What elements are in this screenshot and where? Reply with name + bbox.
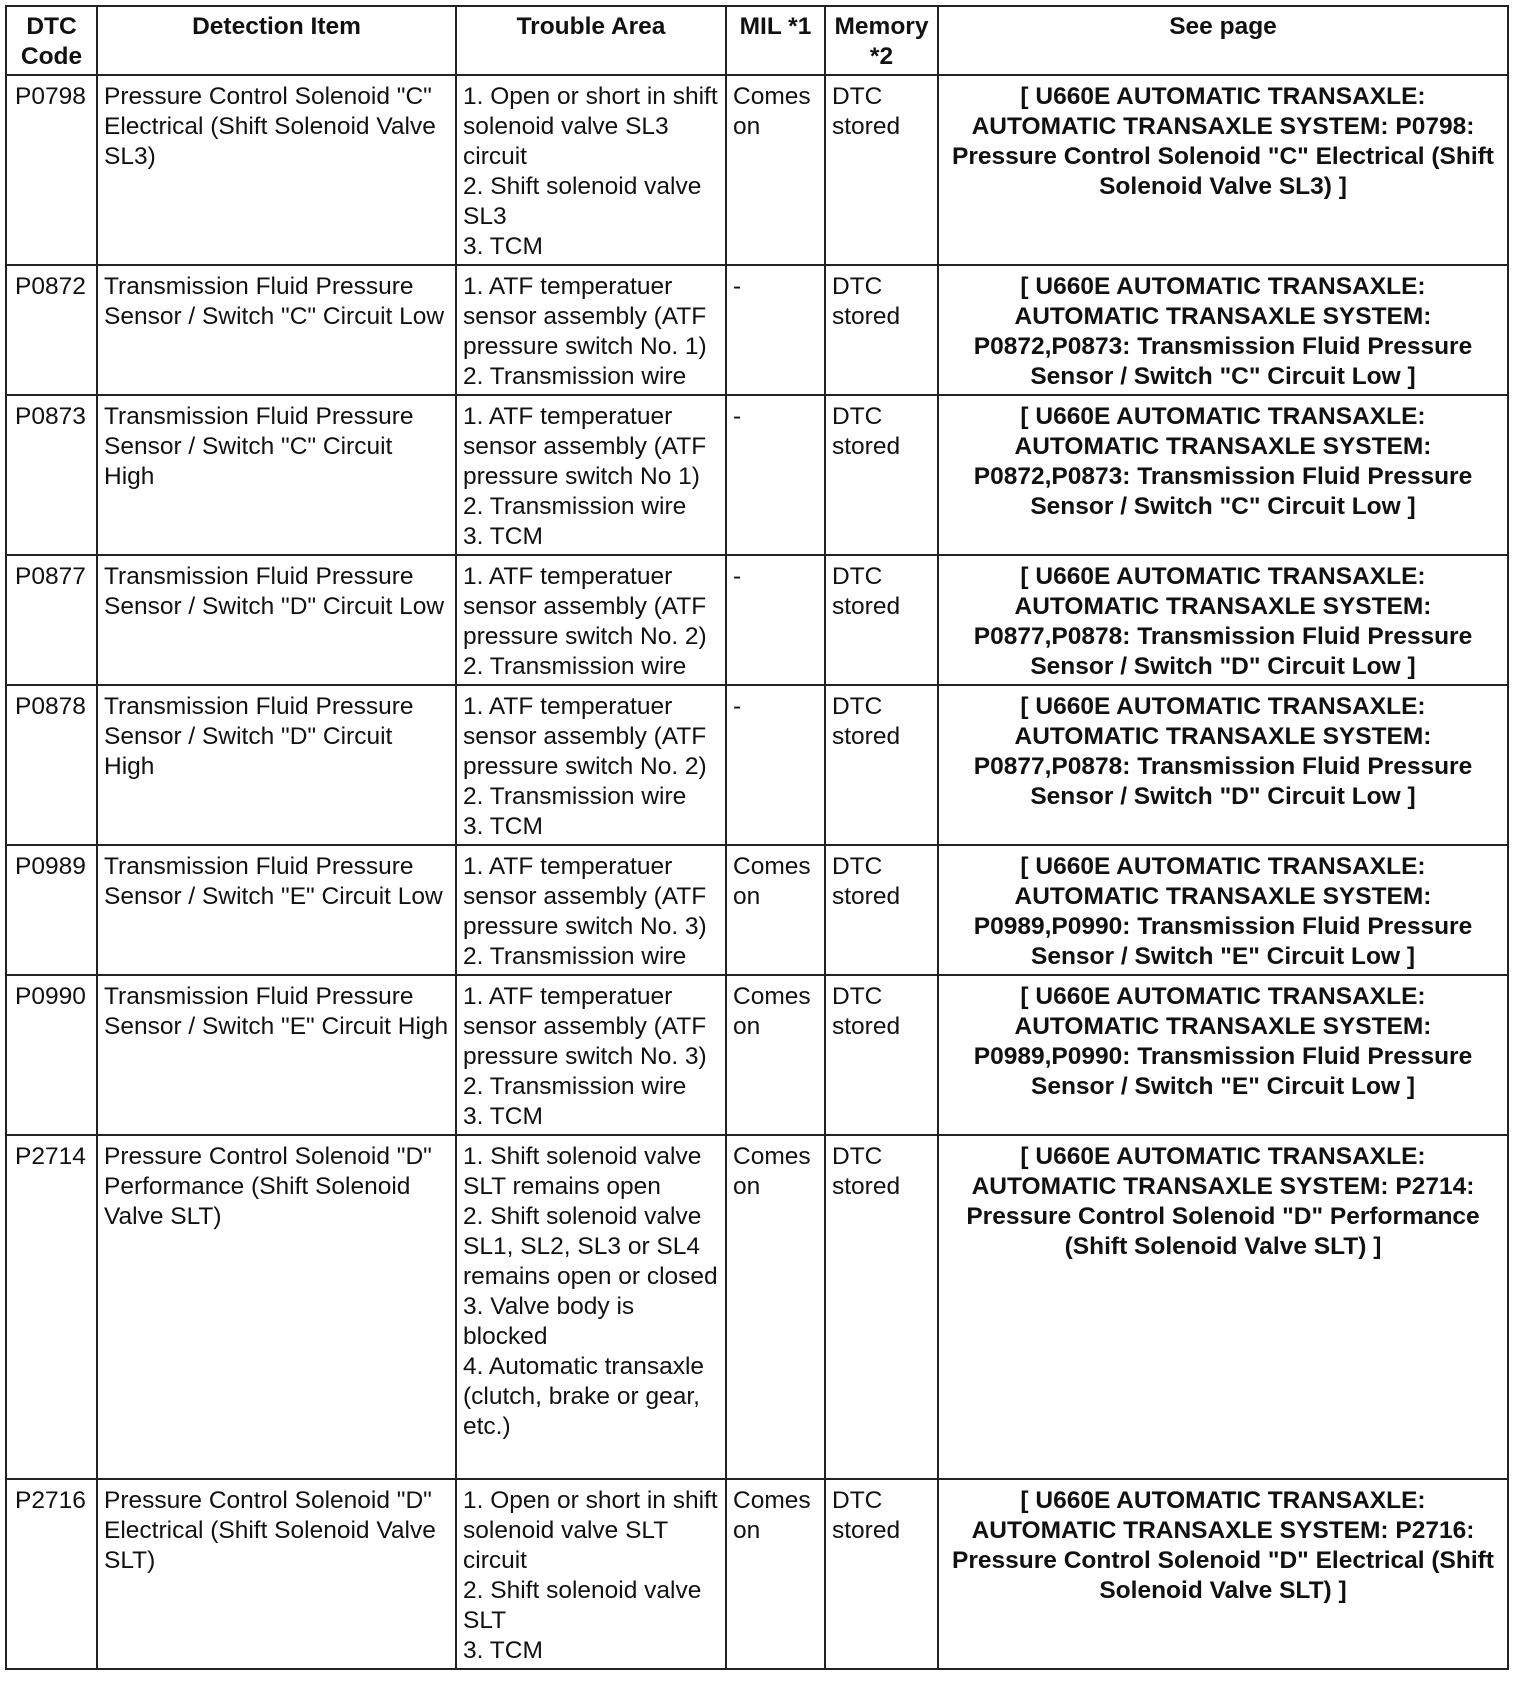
detection-item-cell: Pressure Control Solenoid "D" Electrical (Shift Solenoid Valve SLT) <box>97 1479 456 1669</box>
dtc-code-cell: P0873 <box>6 395 97 555</box>
dtc-code-cell: P2714 <box>6 1135 97 1479</box>
header-trouble-area: Trouble Area <box>456 6 726 75</box>
memory-cell: DTC stored <box>825 685 938 845</box>
table-row <box>6 1135 1508 1479</box>
table-row <box>6 395 1508 555</box>
trouble-area-cell: 1. Shift solenoid valve SLT remains open 2. Shift solenoid valve SL1, SL2, SL3 or SL4 remains open or closed 3. Valve body is blocked 4. Automatic transaxle (clutch, brake or gear, etc.) <box>456 1135 726 1479</box>
table-row <box>6 75 1508 265</box>
memory-cell: DTC stored <box>825 75 938 265</box>
memory-cell: DTC stored <box>825 1479 938 1669</box>
dtc-code-cell: P0878 <box>6 685 97 845</box>
dtc-code-cell: P0989 <box>6 845 97 975</box>
trouble-area-cell: 1. ATF temperatuer sensor assembly (ATF pressure switch No. 2) 2. Transmission wire 3. TCM <box>456 685 726 845</box>
detection-item-cell: Transmission Fluid Pressure Sensor / Switch "C" Circuit High <box>97 395 456 555</box>
memory-cell: DTC stored <box>825 845 938 975</box>
see-page-link[interactable]: [ U660E AUTOMATIC TRANSAXLE: AUTOMATIC TRANSAXLE SYSTEM: P0798: Pressure Control Solenoid "C" Electrical (Shift Solenoid Valve SL3) ] <box>938 75 1508 265</box>
header-dtc-code-line2: Code <box>20 43 83 70</box>
header-dtc-code <box>6 6 97 75</box>
trouble-area-cell: 1. ATF temperatuer sensor assembly (ATF pressure switch No 1) 2. Transmission wire 3. TCM <box>456 395 726 555</box>
see-page-link[interactable]: [ U660E AUTOMATIC TRANSAXLE: AUTOMATIC TRANSAXLE SYSTEM: P0877,P0878: Transmission Fluid Pressure Sensor / Switch "D" Circuit Low ] <box>938 685 1508 845</box>
mil-cell: Comes on <box>726 975 825 1135</box>
mil-cell: Comes on <box>726 1479 825 1669</box>
header-memory-line2: *2 <box>869 43 894 70</box>
table-row <box>6 1479 1508 1669</box>
mil-cell: - <box>726 395 825 555</box>
header-dtc-code-line1: DTC <box>26 13 77 40</box>
memory-cell: DTC stored <box>825 975 938 1135</box>
dtc-table <box>5 5 1509 1670</box>
detection-item-cell: Transmission Fluid Pressure Sensor / Switch "E" Circuit Low <box>97 845 456 975</box>
header-memory-line1: Memory <box>834 13 929 40</box>
mil-cell: Comes on <box>726 75 825 265</box>
see-page-link[interactable]: [ U660E AUTOMATIC TRANSAXLE: AUTOMATIC TRANSAXLE SYSTEM: P2714: Pressure Control Solenoid "D" Performance (Shift Solenoid Valve SLT) ] <box>938 1135 1508 1479</box>
detection-item-cell: Transmission Fluid Pressure Sensor / Switch "D" Circuit High <box>97 685 456 845</box>
dtc-code-cell: P0798 <box>6 75 97 265</box>
dtc-code-cell: P0877 <box>6 555 97 685</box>
header-mil: MIL *1 <box>726 6 825 75</box>
header-detection-item: Detection Item <box>97 6 456 75</box>
detection-item-cell: Transmission Fluid Pressure Sensor / Switch "C" Circuit Low <box>97 265 456 395</box>
trouble-area-cell: 1. ATF temperatuer sensor assembly (ATF pressure switch No. 3) 2. Transmission wire 3. TCM <box>456 975 726 1135</box>
memory-cell: DTC stored <box>825 555 938 685</box>
see-page-link[interactable]: [ U660E AUTOMATIC TRANSAXLE: AUTOMATIC TRANSAXLE SYSTEM: P0872,P0873: Transmission Fluid Pressure Sensor / Switch "C" Circuit Low ] <box>938 395 1508 555</box>
trouble-area-cell: 1. Open or short in shift solenoid valve SL3 circuit 2. Shift solenoid valve SL3 3. TCM <box>456 75 726 265</box>
detection-item-cell: Transmission Fluid Pressure Sensor / Switch "D" Circuit Low <box>97 555 456 685</box>
see-page-link[interactable]: [ U660E AUTOMATIC TRANSAXLE: AUTOMATIC TRANSAXLE SYSTEM: P0872,P0873: Transmission Fluid Pressure Sensor / Switch "C" Circuit Low ] <box>938 265 1508 395</box>
see-page-link[interactable]: [ U660E AUTOMATIC TRANSAXLE: AUTOMATIC TRANSAXLE SYSTEM: P0877,P0878: Transmission Fluid Pressure Sensor / Switch "D" Circuit Low ] <box>938 555 1508 685</box>
detection-item-cell: Pressure Control Solenoid "C" Electrical (Shift Solenoid Valve SL3) <box>97 75 456 265</box>
detection-item-cell: Pressure Control Solenoid "D" Performance (Shift Solenoid Valve SLT) <box>97 1135 456 1479</box>
table-row <box>6 555 1508 685</box>
mil-cell: - <box>726 685 825 845</box>
see-page-link[interactable]: [ U660E AUTOMATIC TRANSAXLE: AUTOMATIC TRANSAXLE SYSTEM: P0989,P0990: Transmission Fluid Pressure Sensor / Switch "E" Circuit Low ] <box>938 975 1508 1135</box>
dtc-code-cell: P0990 <box>6 975 97 1135</box>
trouble-area-cell: 1. ATF temperatuer sensor assembly (ATF pressure switch No. 1) 2. Transmission wire <box>456 265 726 395</box>
mil-cell: Comes on <box>726 845 825 975</box>
detection-item-cell: Transmission Fluid Pressure Sensor / Switch "E" Circuit High <box>97 975 456 1135</box>
table-row <box>6 265 1508 395</box>
mil-cell: Comes on <box>726 1135 825 1479</box>
see-page-link[interactable]: [ U660E AUTOMATIC TRANSAXLE: AUTOMATIC TRANSAXLE SYSTEM: P2716: Pressure Control Solenoid "D" Electrical (Shift Solenoid Valve SLT) ] <box>938 1479 1508 1669</box>
mil-cell: - <box>726 265 825 395</box>
mil-cell: - <box>726 555 825 685</box>
memory-cell: DTC stored <box>825 395 938 555</box>
trouble-area-cell: 1. Open or short in shift solenoid valve SLT circuit 2. Shift solenoid valve SLT 3. TCM <box>456 1479 726 1669</box>
table-row <box>6 975 1508 1135</box>
table-row <box>6 685 1508 845</box>
header-see-page: See page <box>938 6 1508 75</box>
table-header-row <box>6 6 1508 75</box>
table-row <box>6 845 1508 975</box>
see-page-link[interactable]: [ U660E AUTOMATIC TRANSAXLE: AUTOMATIC TRANSAXLE SYSTEM: P0989,P0990: Transmission Fluid Pressure Sensor / Switch "E" Circuit Low ] <box>938 845 1508 975</box>
trouble-area-cell: 1. ATF temperatuer sensor assembly (ATF pressure switch No. 3) 2. Transmission wire <box>456 845 726 975</box>
memory-cell: DTC stored <box>825 1135 938 1479</box>
memory-cell: DTC stored <box>825 265 938 395</box>
header-memory <box>825 6 938 75</box>
dtc-code-cell: P0872 <box>6 265 97 395</box>
dtc-code-cell: P2716 <box>6 1479 97 1669</box>
trouble-area-cell: 1. ATF temperatuer sensor assembly (ATF pressure switch No. 2) 2. Transmission wire <box>456 555 726 685</box>
